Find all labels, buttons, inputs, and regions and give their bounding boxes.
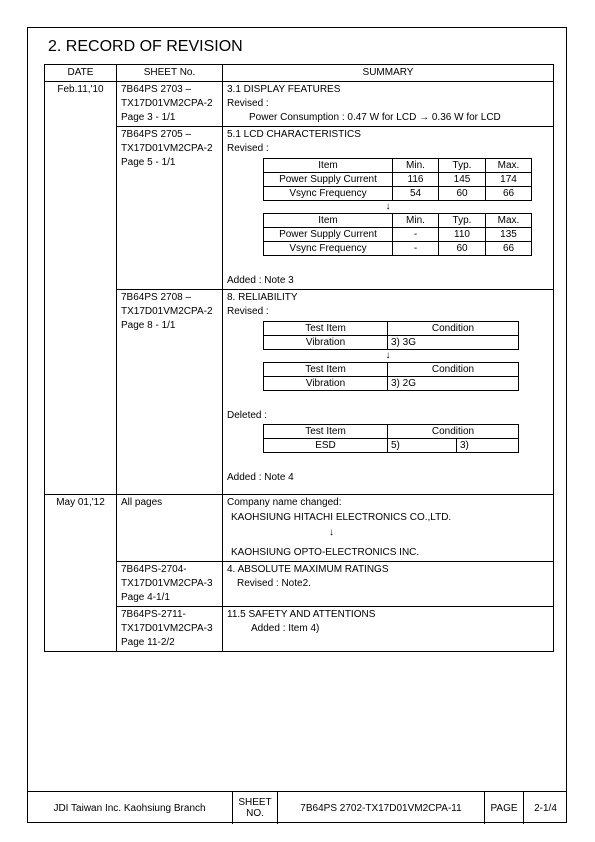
cell: 110: [439, 228, 486, 242]
reliability-table-after: [263, 362, 519, 391]
sheet-line: TX17D01VM2CPA-3: [121, 623, 213, 634]
summary-detail: Added : Item 4): [251, 623, 320, 634]
summary-cell: [223, 607, 554, 652]
sheet-cell: [117, 82, 223, 127]
sheet-line: TX17D01VM2CPA-3: [121, 578, 213, 589]
sheet-line: TX17D01VM2CPA-2: [121, 306, 213, 317]
summary-heading: 5.1 LCD CHARACTERISTICS: [227, 129, 361, 140]
footer-page-label: PAGE: [484, 792, 524, 824]
right-arrow-icon: →: [419, 112, 430, 123]
summary-heading: 11.5 SAFETY AND ATTENTIONS: [227, 609, 376, 620]
table-row: [45, 290, 554, 495]
summary-cell: [223, 495, 554, 562]
cell: 5): [388, 439, 457, 453]
cell: Power Supply Current: [264, 228, 393, 242]
sheet-line: 7B64PS 2703 –: [121, 84, 192, 95]
footer-sheet-label: [232, 792, 278, 824]
sheet-line: TX17D01VM2CPA-2: [121, 143, 213, 154]
cell: 135: [486, 228, 532, 242]
sheet-line: TX17D01VM2CPA-2: [121, 98, 213, 109]
col-min: Min.: [393, 214, 439, 228]
col-test-item: Test Item: [264, 363, 388, 377]
sheet-line: Page 3 - 1/1: [121, 112, 176, 123]
sheet-cell: [117, 562, 223, 607]
col-test-item: Test Item: [264, 322, 388, 336]
cell: Power Supply Current: [264, 173, 393, 187]
summary-cell: [223, 127, 554, 290]
page-footer: [27, 791, 567, 824]
summary-heading: 3.1 DISPLAY FEATURES: [227, 84, 341, 95]
down-arrow-icon: ↓: [329, 527, 334, 538]
sheet-line: 7B64PS-2711-: [121, 609, 186, 620]
deleted-table: [263, 424, 519, 453]
summary-deleted: Deleted :: [227, 410, 268, 421]
detail-after: 0.36 W for LCD: [431, 112, 501, 123]
col-item: Item: [264, 214, 393, 228]
cell: 3) 2G: [388, 377, 519, 391]
header-date: DATE: [45, 65, 117, 82]
summary-heading: Company name changed:: [227, 497, 342, 508]
summary-cell: [223, 290, 554, 495]
cell: ESD: [264, 439, 388, 453]
summary-heading: 8. RELIABILITY: [227, 292, 298, 303]
col-test-item: Test Item: [264, 425, 388, 439]
page-title: 2. RECORD OF REVISION: [48, 38, 243, 55]
col-item: Item: [264, 159, 393, 173]
col-max: Max.: [486, 214, 532, 228]
sheet-cell: All pages: [117, 495, 223, 562]
col-min: Min.: [393, 159, 439, 173]
col-typ: Typ.: [439, 214, 486, 228]
reliability-table-before: [263, 321, 519, 350]
sheet-line: Page 8 - 1/1: [121, 320, 176, 331]
col-typ: Typ.: [439, 159, 486, 173]
sheet-cell: [117, 127, 223, 290]
date-cell: Feb.11,'10: [45, 82, 117, 495]
cell: Vsync Frequency: [264, 187, 393, 201]
old-company-name: KAOHSIUNG HITACHI ELECTRONICS CO.,LTD.: [231, 512, 452, 523]
header-row: [45, 65, 554, 82]
cell: 145: [439, 173, 486, 187]
footer-company: JDI Taiwan Inc. Kaohsiung Branch: [53, 802, 206, 814]
cell: 116: [393, 173, 439, 187]
footer-sheet-no: 7B64PS 2702-TX17D01VM2CPA-11: [300, 802, 462, 814]
sheet-line: 7B64PS-2704-: [121, 564, 187, 575]
sheet-line: Page 4-1/1: [121, 592, 170, 603]
cell: -: [393, 228, 439, 242]
sheet-line: Page 5 - 1/1: [121, 157, 176, 168]
table-row: [45, 82, 554, 127]
cell: 60: [439, 242, 486, 256]
sheet-line: 7B64PS 2705 –: [121, 129, 192, 140]
summary-added: Added : Note 4: [227, 472, 294, 483]
cell: 66: [486, 187, 532, 201]
footer-page-no: 2-1/4: [534, 802, 557, 814]
lcd-table-after: [263, 213, 532, 256]
cell: Vibration: [264, 336, 388, 350]
summary-cell: [223, 82, 554, 127]
sheet-label-line: NO.: [246, 808, 264, 819]
summary-detail: [227, 111, 549, 125]
sheet-cell: [117, 290, 223, 495]
cell: Vsync Frequency: [264, 242, 393, 256]
col-condition: Condition: [388, 425, 519, 439]
date-cell: May 01,'12: [45, 495, 117, 652]
summary-heading: 4. ABSOLUTE MAXIMUM RATINGS: [227, 564, 389, 575]
cell: 3): [457, 439, 519, 453]
down-arrow-icon: ↓: [385, 350, 391, 361]
sheet-cell: [117, 607, 223, 652]
summary-label: Revised :: [227, 98, 269, 109]
cell: 54: [393, 187, 439, 201]
table-row: [45, 127, 554, 290]
col-condition: Condition: [388, 322, 519, 336]
summary-cell: [223, 562, 554, 607]
lcd-table-before: [263, 158, 532, 201]
table-row: [45, 562, 554, 607]
summary-label: Revised :: [227, 143, 269, 154]
cell: -: [393, 242, 439, 256]
summary-added: Added : Note 3: [227, 275, 294, 286]
header-sheet: SHEET No.: [117, 65, 223, 82]
down-arrow-icon: ↓: [385, 201, 391, 212]
cell: Vibration: [264, 377, 388, 391]
cell: 174: [486, 173, 532, 187]
revision-table: [44, 64, 554, 652]
sheet-line: 7B64PS 2708 –: [121, 292, 192, 303]
col-max: Max.: [486, 159, 532, 173]
cell: 66: [486, 242, 532, 256]
header-summary: SUMMARY: [223, 65, 554, 82]
summary-detail: Revised : Note2.: [237, 578, 311, 589]
cell: 3) 3G: [388, 336, 519, 350]
col-condition: Condition: [388, 363, 519, 377]
new-company-name: KAOHSIUNG OPTO-ELECTRONICS INC.: [231, 547, 420, 558]
table-row: [45, 495, 554, 562]
sheet-line: Page 11-2/2: [121, 637, 175, 648]
sheet-label-line: SHEET: [238, 797, 272, 808]
table-row: [45, 607, 554, 652]
summary-label: Revised :: [227, 306, 269, 317]
detail-before: Power Consumption : 0.47 W for LCD: [249, 112, 417, 123]
cell: 60: [439, 187, 486, 201]
